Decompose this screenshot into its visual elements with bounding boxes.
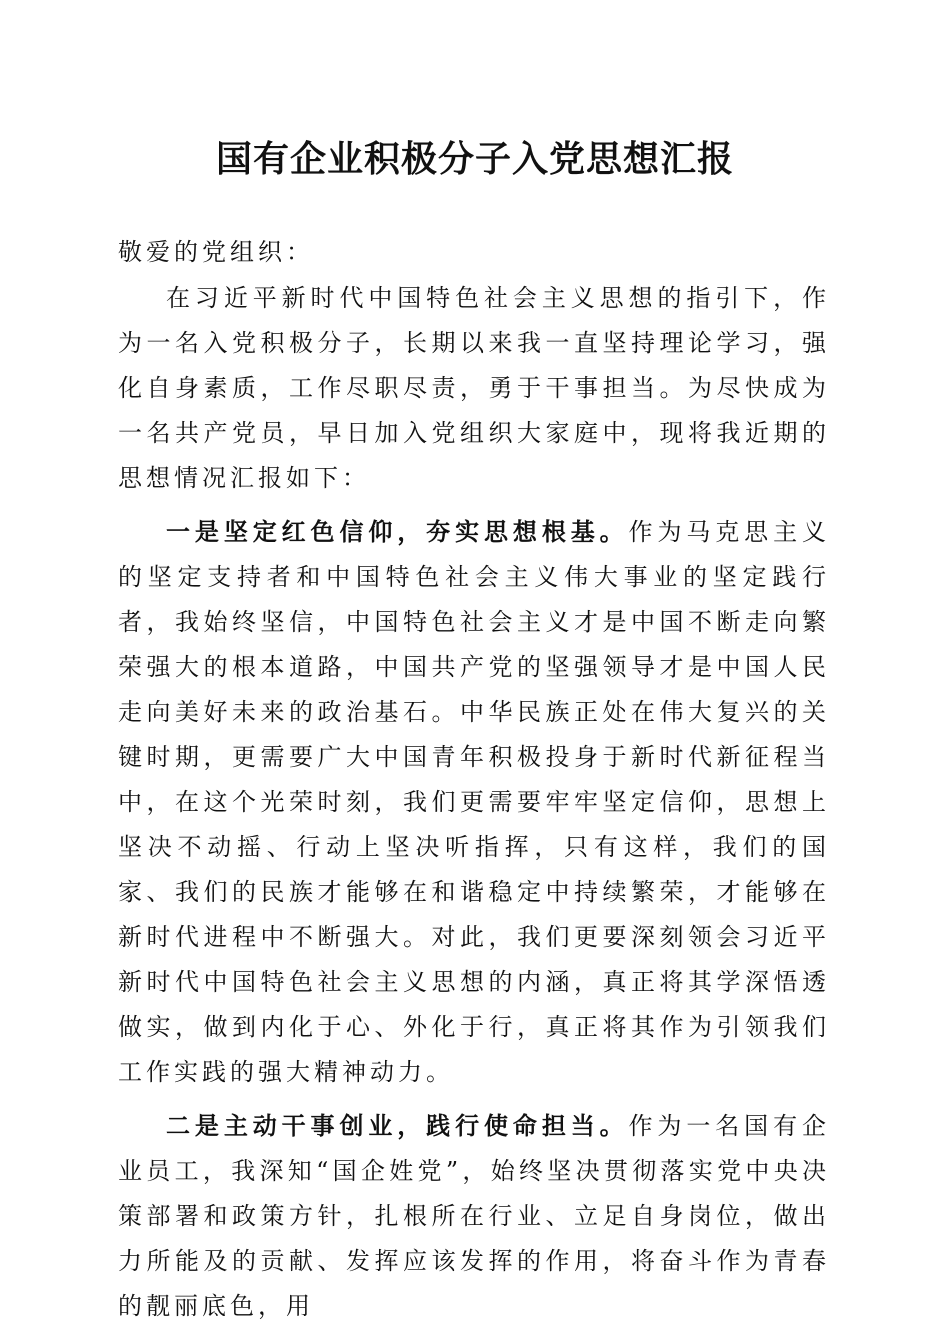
paragraph-text: 作为一名国有企业员工，我深知“国企姓党”，始终坚决贯彻落实党中央决策部署和政策方针，扎根所在行业、立足自身岗位，做出力所能及的贡献、发挥应该发挥的作用，将奋斗作为青春的靓丽底色，用 <box>118 1112 831 1320</box>
document-title: 国有企业积极分子入党思想汇报 <box>215 138 734 180</box>
paragraph-lead: 一是坚定红色信仰，夯实思想根基。 <box>166 517 629 546</box>
paragraph-lead: 二是主动干事创业，践行使命担当。 <box>166 1111 629 1140</box>
paragraph-point-two <box>118 1103 830 1329</box>
paragraph-text: 在习近平新时代中国特色社会主义思想的指引下，作为一名入党积极分子，长期以来我一直坚持理论学习，强化自身素质，工作尽职尽责，勇于干事担当。为尽快成为一名共产党员，早日加入党组织大家庭中，现将我近期的思想情况汇报如下： <box>118 284 830 492</box>
salutation: 敬爱的党组织： <box>118 238 314 266</box>
paragraph-intro <box>118 275 830 501</box>
paragraph-text: 作为马克思主义的坚定支持者和中国特色社会主义伟大事业的坚定践行者，我始终坚信，中国特色社会主义才是中国不断走向繁荣强大的根本道路，中国共产党的坚强领导才是中国人民走向美好未来的政治基石。中华民族正处在伟大复兴的关键时期，更需要广大中国青年积极投身于新时代新征程当中，在这个光荣时刻，我们更需要牢牢坚定信仰，思想上坚决不动摇、行动上坚决听指挥，只有这样，我们的国家、我们的民族才能够在和谐稳定中持续繁荣，才能够在新时代进程中不断强大。对此，我们更要深刻领会习近平新时代中国特色社会主义思想的内涵，真正将其学深悟透做实，做到内化于心、外化于行，真正将其作为引领我们工作实践的强大精神动力。 <box>118 518 831 1086</box>
document-body <box>118 230 830 1329</box>
paragraph-point-one <box>118 509 830 1095</box>
